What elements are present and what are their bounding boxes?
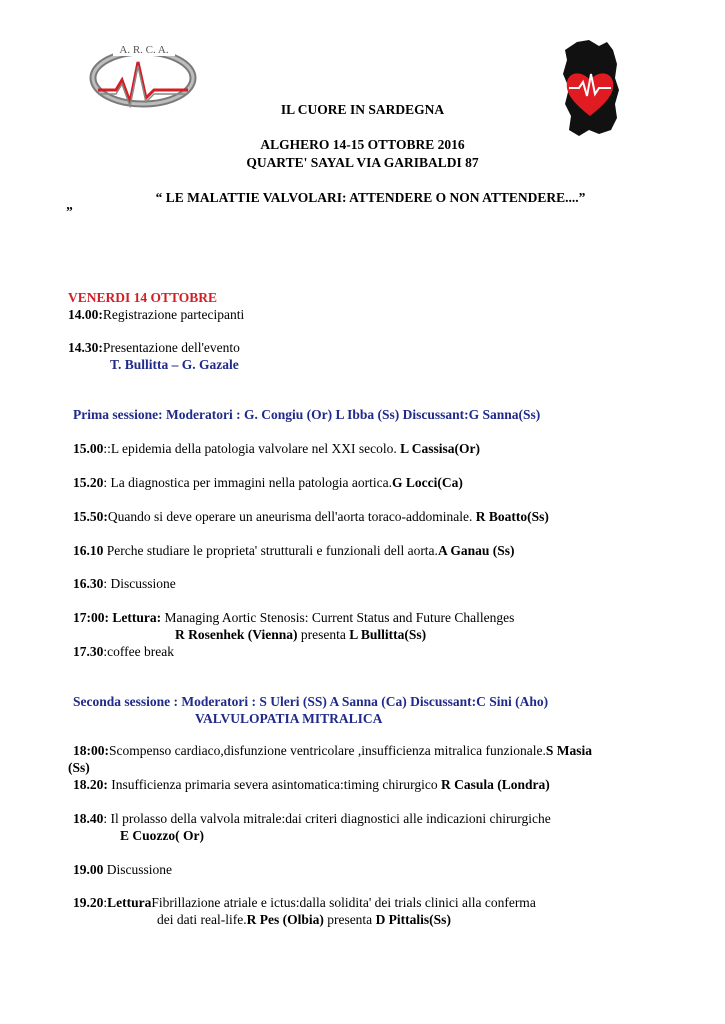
arca-logo	[88, 40, 198, 110]
presenter: L Bullitta(Ss)	[349, 627, 427, 642]
agenda-item	[73, 777, 550, 793]
lecture-title: Managing Aortic Stenosis: Current Status and Future Challenges	[161, 610, 515, 625]
time: 14.00:	[68, 307, 103, 322]
item-text: Registrazione partecipanti	[102, 307, 245, 322]
speaker: R Pes (Olbia)	[246, 912, 324, 927]
event-venue: QUARTE' SAYAL VIA GARIBALDI 87	[246, 155, 479, 170]
presentation-speakers: T. Bullitta – G. Gazale	[110, 357, 239, 372]
presents: presenta	[323, 912, 376, 927]
speaker: S Masia	[545, 743, 592, 758]
item-text: : La diagnostica per immagini nella patologia aortica.	[103, 475, 393, 490]
time: 19.20	[73, 895, 104, 910]
coffee-break	[73, 644, 174, 660]
time: 19.00	[73, 862, 104, 877]
time: 15.50:	[73, 509, 108, 524]
agenda-item	[73, 895, 536, 911]
presents: presenta	[297, 627, 350, 642]
item-text: :coffee break	[103, 644, 174, 659]
arca-logo-text: A. R. C. A.	[119, 44, 169, 56]
item-text: dei dati real-life.	[157, 912, 247, 927]
speaker: R Boatto(Ss)	[475, 509, 549, 524]
agenda-item	[73, 576, 176, 592]
item-text: Scompenso cardiaco,disfunzione ventricolare ,insufficienza mitralica funzionale.	[109, 743, 546, 758]
event-theme-cont: ”	[66, 204, 73, 219]
agenda-item	[73, 543, 514, 559]
session2-subheading: VALVULOPATIA MITRALICA	[195, 711, 383, 726]
item-text: Presentazione dell'evento	[102, 340, 240, 355]
day-label: VENERDI 14 OTTOBRE	[68, 290, 218, 305]
time: 18:00:	[73, 743, 109, 758]
colon: :	[103, 895, 108, 910]
session2-heading: Seconda sessione : Moderatori : S Uleri (SS) A Sanna (Ca) Discussant:C Sini (Aho)	[73, 694, 549, 709]
session1-heading: Prima sessione: Moderatori : G. Congiu (Or) L Ibba (Ss) Discussant:G Sanna(Ss)	[73, 407, 541, 422]
item-text: Quando si deve operare un aneurisma dell'aorta toraco-addominale.	[107, 509, 476, 524]
agenda-item	[73, 475, 463, 491]
agenda-item	[73, 862, 172, 878]
time: 17.30	[73, 644, 104, 659]
registration-line	[68, 307, 244, 323]
item-text: Fibrillazione atriale e ictus:dalla solidita' dei trials clinici alla conferma	[151, 895, 536, 910]
item-text: ::L epidemia della patologia valvolare nel XXI secolo.	[103, 441, 401, 456]
speaker: L Cassisa(Or)	[400, 441, 481, 456]
item-text: Insufficienza primaria severa asintomatica:timing chirurgico	[107, 777, 442, 792]
agenda-item	[73, 441, 480, 457]
time: 14.30:	[68, 340, 103, 355]
speaker: G Locci(Ca)	[392, 475, 463, 490]
agenda-item	[73, 509, 549, 525]
presentation-line	[68, 340, 240, 356]
speaker: E Cuozzo( Or)	[120, 828, 204, 843]
lettura-label: Lettura	[107, 895, 152, 910]
speaker-cont: (Ss)	[68, 760, 90, 775]
agenda-item-cont	[157, 912, 451, 928]
item-text: : Discussione	[103, 576, 176, 591]
time: 16.30	[73, 576, 104, 591]
speaker: A Ganau (Ss)	[437, 543, 515, 558]
item-text: Discussione	[103, 862, 172, 877]
time: 16.10	[73, 543, 104, 558]
event-theme: “ LE MALATTIE VALVOLARI: ATTENDERE O NON ATTENDERE....”	[155, 190, 586, 205]
event-date-place: ALGHERO 14-15 OTTOBRE 2016	[260, 137, 465, 152]
agenda-item	[73, 811, 551, 827]
item-text: : Il prolasso della valvola mitrale:dai criteri diagnostici alle indicazioni chirurgiche	[103, 811, 551, 826]
sardinia-heart-logo	[555, 38, 625, 138]
lecture-speakers	[175, 627, 426, 643]
event-title: IL CUORE IN SARDEGNA	[280, 102, 445, 117]
item-text: Perche studiare le proprieta' strutturali e funzionali dell aorta.	[103, 543, 438, 558]
time: 18.40	[73, 811, 104, 826]
speaker: R Casula (Londra)	[441, 777, 550, 792]
presenter: D Pittalis(Ss)	[375, 912, 451, 927]
speaker: R Rosenhek (Vienna)	[175, 627, 298, 642]
time: 17:00: Lettura:	[73, 610, 162, 625]
time: 18.20:	[73, 777, 108, 792]
agenda-item	[73, 743, 592, 759]
lecture-line	[73, 610, 514, 626]
time: 15.00	[73, 441, 104, 456]
time: 15.20	[73, 475, 104, 490]
